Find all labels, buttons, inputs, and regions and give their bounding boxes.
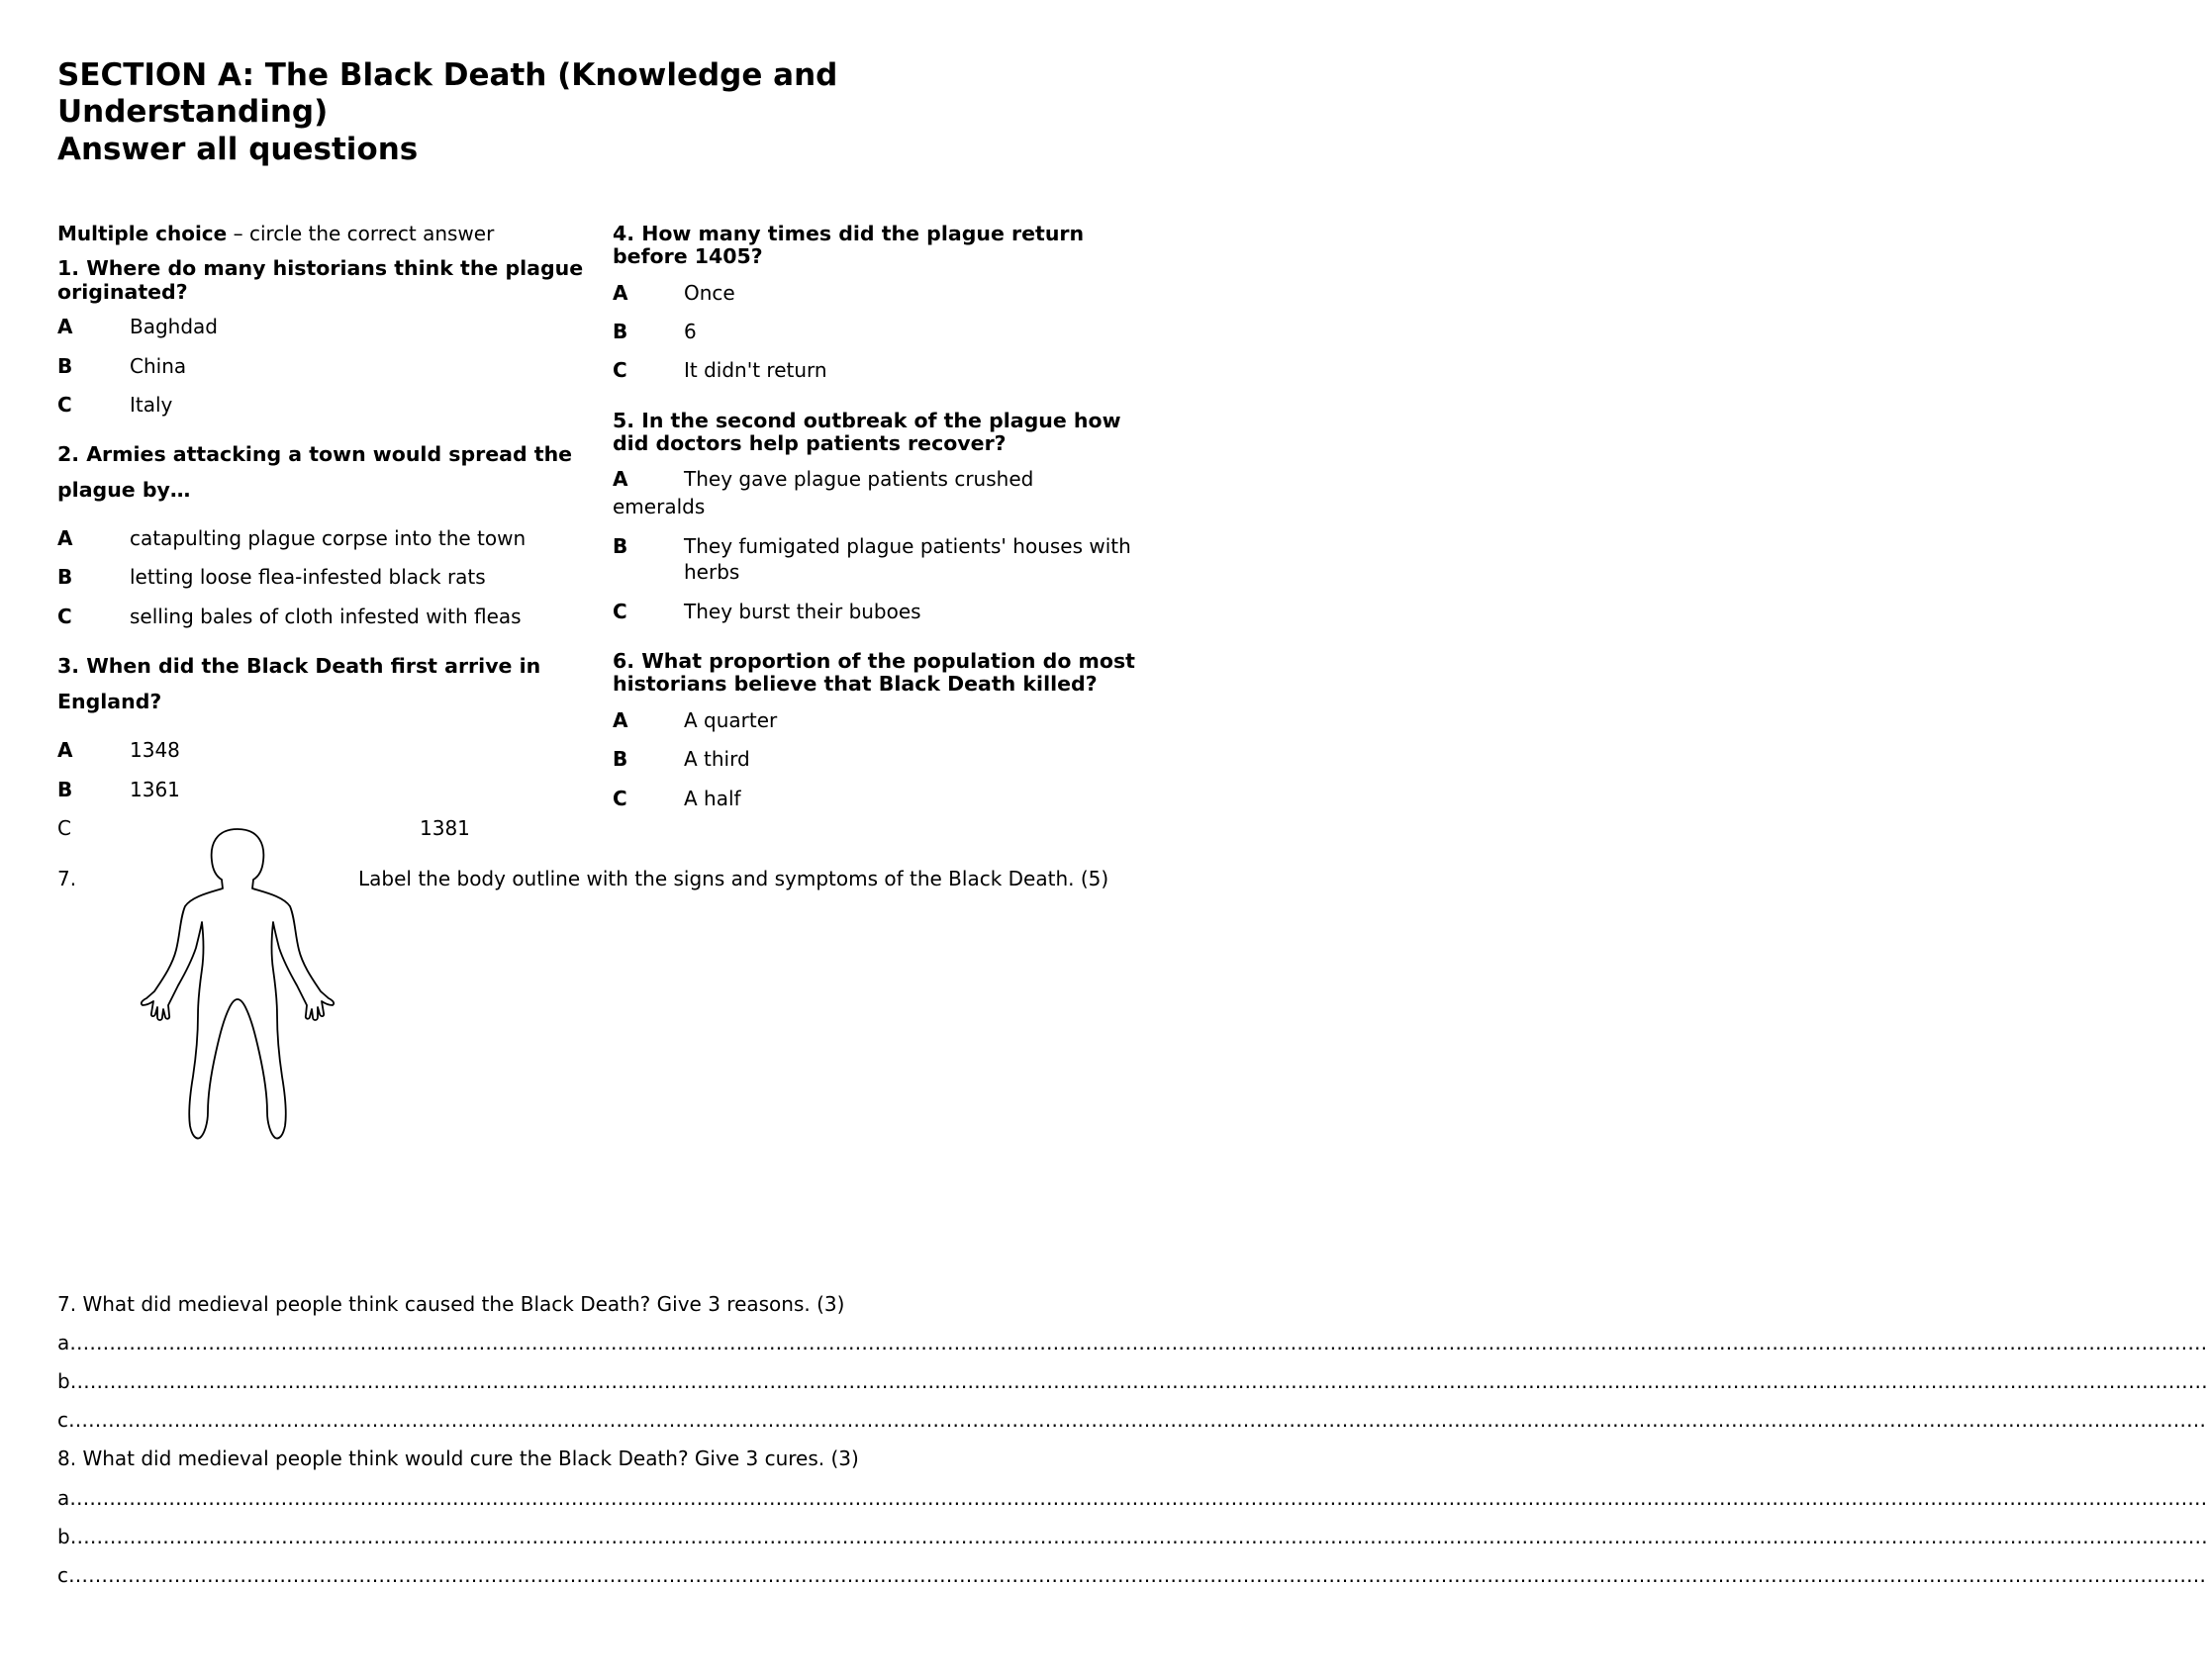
q7-line-b-label: b bbox=[57, 1369, 70, 1393]
q4-option-a[interactable]: Once bbox=[684, 281, 735, 305]
q7-line-c-label: c bbox=[57, 1408, 68, 1432]
q1-option-c-letter[interactable]: C bbox=[57, 393, 72, 417]
question-7-label-number: 7. bbox=[57, 867, 77, 890]
page-title-line-1: SECTION A: The Black Death (Knowledge and bbox=[57, 57, 838, 93]
q8-answer-line-a[interactable] bbox=[57, 1486, 2208, 1510]
q7-answer-line-c[interactable] bbox=[57, 1408, 2206, 1432]
question-6-text-cont: historians believe that Black Death killed? bbox=[613, 672, 1098, 696]
q2-option-a[interactable]: catapulting plague corpse into the town bbox=[130, 526, 527, 550]
instruction-bold: Multiple choice bbox=[57, 222, 228, 245]
q7-line-b-dots: ……………………………………………………………………………………………………………………………………………………………………………………………………………………………………………………………………………………………… bbox=[69, 1369, 2208, 1393]
q5-option-b[interactable]: They fumigated plague patients' houses with bbox=[684, 534, 1131, 558]
q8-line-b-label: b bbox=[57, 1525, 70, 1548]
q1-option-a[interactable]: Baghdad bbox=[130, 315, 218, 338]
q4-option-b[interactable]: 6 bbox=[684, 320, 697, 343]
q4-option-c-letter[interactable]: C bbox=[613, 358, 627, 382]
question-1-text-cont: originated? bbox=[57, 280, 188, 304]
q2-option-a-letter[interactable]: A bbox=[57, 526, 73, 550]
question-3-text-cont: England? bbox=[57, 690, 162, 713]
q2-option-c-letter[interactable]: C bbox=[57, 605, 72, 628]
q7-answer-line-a[interactable] bbox=[57, 1331, 2208, 1354]
question-7-label-text: Label the body outline with the signs and symptoms of the Black Death. (5) bbox=[358, 867, 1109, 890]
q7-line-c-dots: ……………………………………………………………………………………………………………………………………………………………………………………………………………………………………………………………………………………………… bbox=[68, 1408, 2206, 1432]
q8-line-c-label: c bbox=[57, 1563, 68, 1587]
question-7-text: 7. What did medieval people think caused the Black Death? Give 3 reasons. (3) bbox=[57, 1292, 845, 1316]
question-5-text: 5. In the second outbreak of the plague how bbox=[613, 409, 1121, 432]
q5-option-a-cont[interactable]: emeralds bbox=[613, 495, 706, 518]
question-4-text: 4. How many times did the plague return bbox=[613, 222, 1085, 245]
q3-option-c-letter[interactable]: C bbox=[57, 816, 71, 840]
q3-option-c[interactable]: 1381 bbox=[420, 816, 470, 840]
q4-option-a-letter[interactable]: A bbox=[613, 281, 628, 305]
q6-option-a[interactable]: A quarter bbox=[684, 708, 778, 732]
q5-option-a[interactable]: They gave plague patients crushed bbox=[684, 467, 1034, 491]
q5-option-b-cont[interactable]: herbs bbox=[684, 560, 740, 584]
question-2-text: 2. Armies attacking a town would spread the bbox=[57, 442, 573, 466]
q5-option-c-letter[interactable]: C bbox=[613, 600, 627, 623]
q2-option-c[interactable]: selling bales of cloth infested with fleas bbox=[130, 605, 522, 628]
q8-line-b-dots: ……………………………………………………………………………………………………………………………………………………………………………………………………………………………………………………………………………………………… bbox=[69, 1525, 2208, 1548]
q8-answer-line-c[interactable] bbox=[57, 1563, 2206, 1587]
q6-option-a-letter[interactable]: A bbox=[613, 708, 628, 732]
question-8-text: 8. What did medieval people think would cure the Black Death? Give 3 cures. (3) bbox=[57, 1447, 859, 1470]
q7-line-a-label: a bbox=[57, 1331, 70, 1354]
q8-line-a-dots: ……………………………………………………………………………………………………………………………………………………………………………………………………………………………………………………………………………………………… bbox=[69, 1486, 2208, 1510]
q6-option-c[interactable]: A half bbox=[684, 787, 741, 810]
q8-line-a-label: a bbox=[57, 1486, 70, 1510]
q3-option-b[interactable]: 1361 bbox=[130, 778, 180, 801]
question-2-text-cont: plague by… bbox=[57, 478, 191, 502]
q2-option-b[interactable]: letting loose flea-infested black rats bbox=[130, 565, 486, 589]
question-4-text-cont: before 1405? bbox=[613, 244, 763, 268]
q6-option-b-letter[interactable]: B bbox=[613, 747, 628, 771]
q8-answer-line-b[interactable] bbox=[57, 1525, 2208, 1548]
q3-option-a-letter[interactable]: A bbox=[57, 738, 73, 762]
q5-option-a-letter[interactable]: A bbox=[613, 467, 628, 491]
question-5-text-cont: did doctors help patients recover? bbox=[613, 431, 1007, 455]
instruction-rest: – circle the correct answer bbox=[227, 222, 495, 245]
question-6-text: 6. What proportion of the population do most bbox=[613, 649, 1135, 673]
q5-option-c[interactable]: They burst their buboes bbox=[684, 600, 921, 623]
question-1-text: 1. Where do many historians think the plague bbox=[57, 256, 584, 280]
page-title-line-2: Understanding) bbox=[57, 94, 329, 130]
multiple-choice-instruction bbox=[57, 222, 494, 245]
q6-option-b[interactable]: A third bbox=[684, 747, 750, 771]
q4-option-c[interactable]: It didn't return bbox=[684, 358, 827, 382]
page-subtitle: Answer all questions bbox=[57, 132, 419, 167]
q4-option-b-letter[interactable]: B bbox=[613, 320, 628, 343]
body-outline-figure bbox=[139, 825, 341, 1142]
q8-line-c-dots: ……………………………………………………………………………………………………………………………………………………………………………………………………………………………………………………………………………………………… bbox=[68, 1563, 2206, 1587]
q1-option-c[interactable]: Italy bbox=[130, 393, 173, 417]
q7-line-a-dots: ……………………………………………………………………………………………………………………………………………………………………………………………………………………………………………………………………………………………… bbox=[69, 1331, 2208, 1354]
question-3-text: 3. When did the Black Death first arrive in bbox=[57, 654, 541, 678]
q2-option-b-letter[interactable]: B bbox=[57, 565, 73, 589]
q1-option-a-letter[interactable]: A bbox=[57, 315, 73, 338]
q1-option-b-letter[interactable]: B bbox=[57, 354, 73, 378]
q5-option-b-letter[interactable]: B bbox=[613, 534, 628, 558]
q3-option-b-letter[interactable]: B bbox=[57, 778, 73, 801]
body-outline-path bbox=[142, 829, 334, 1139]
q7-answer-line-b[interactable] bbox=[57, 1369, 2208, 1393]
q3-option-a[interactable]: 1348 bbox=[130, 738, 180, 762]
q1-option-b[interactable]: China bbox=[130, 354, 187, 378]
q6-option-c-letter[interactable]: C bbox=[613, 787, 627, 810]
